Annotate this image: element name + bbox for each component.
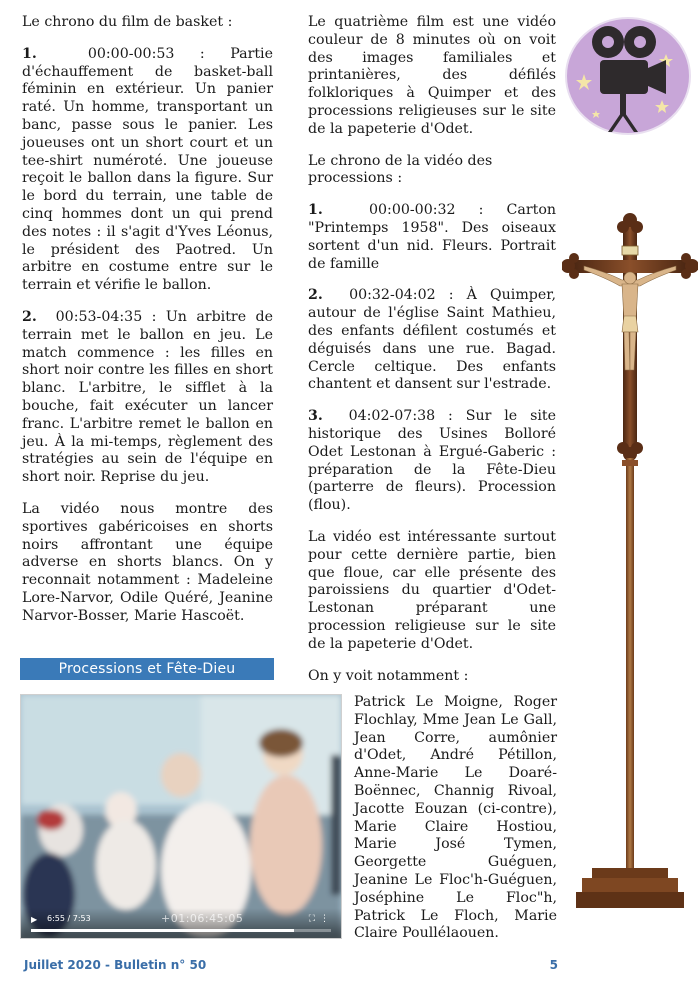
video-progress-fill: [31, 929, 294, 932]
fullscreen-icon[interactable]: ⛶: [308, 914, 315, 924]
item-text: 04:02-07:38 : Sur le site historique des Usines Bolloré Odet Lestonan à Ergué-Gaberic : préparation de la Fête-Dieu (parterre de fleurs). Procession (flou).: [308, 408, 556, 514]
participant-names: Patrick Le Moigne, Roger Flochlay, Mme Jean Le Gall, Jean Corre, aumônier d'Odet, André Pétillon, Anne-Marie Le Doaré-Boënnec, Channig Rivoal, Jacotte Eouzan (ci-contre), Marie Claire Hostiou, Marie José Tymen, Georgette Guéguen, Jeanine Le Floc'h-Guéguen, Joséphine Le Floc"h, Patrick Le Floch, Marie Claire Poullélaouen.: [354, 694, 557, 942]
item-number: 2.: [308, 287, 323, 304]
play-icon[interactable]: ▶: [31, 915, 38, 924]
basket-chrono-item-2: [22, 309, 273, 487]
item-text: 00:00-00:53 : Partie d'échauffement de basket-ball féminin en extérieur. Un panier raté. Un homme, transportant un banc, passe sous le panier. Les joueuses ont un short court et un tee-shirt numéroté. Une joueuse reçoit le ballon dans la figure. Sur le bord du terrain, une table de cinq hommes dont un qui prend des notes : il s'agit d'Yves Léonus, le président des Paotred. Un arbitre en costume entre sur le terrain et vérifie le ballon.: [22, 45, 273, 294]
crucifix-image: [562, 210, 698, 922]
item-text: 00:53-04:35 : Un arbitre de terrain met le ballon en jeu. Le match commence : les filles en short noir contre les filles en short blanc. L'arbitre, le sifflet à la bouche, fait exécuter un lancer franc. L'arbitre remet le ballon en jeu. À la mi-temps, règlement des stratégies au sein de l'équipe en short noir. Reprise du jeu.: [22, 308, 273, 486]
video-player[interactable]: [20, 694, 342, 939]
item-text: 00:32-04:02 : À Quimper, autour de l'église Saint Mathieu, des enfants défilent costumés et déguisés dans une rue. Bagad. Cercle celtique. Des enfants chantent et dansent sur l'estrade.: [308, 287, 556, 393]
basket-summary: La vidéo nous montre des sportives gabéricoises en shorts noirs affrontant une équipe adverse en shorts blancs. On y reconnait notamment : Madeleine Lore-Narvor, Odile Quéré, Jeanine Narvor-Bosser, Marie Hascoët.: [22, 500, 273, 624]
processions-item-1: [308, 202, 556, 273]
processions-intro: Le quatrième film est une vidéo couleur de 8 minutes où on voit des images familiales et printanières, des défilés folkloriques à Quimper et des processions religieuses sur le site de la papeterie d'Odet.: [308, 14, 556, 137]
page-number: 5: [549, 958, 558, 972]
video-time: 6:55 / 7:53: [47, 914, 91, 923]
video-progress-track[interactable]: [31, 929, 331, 932]
video-timecode: +01:06:45:05: [161, 912, 244, 925]
section-banner: Processions et Fête-Dieu: [20, 658, 274, 680]
item-number: 2.: [22, 308, 37, 325]
processions-chrono-title: Le chrono de la vidéo des processions :: [308, 152, 493, 187]
item-number: 3.: [308, 408, 323, 425]
film-projector-icon: [562, 14, 692, 138]
processions-comment: La vidéo est intéressante surtout pour cette dernière partie, bien que floue, car elle présente des paroissiens du quartier d'Odet-Lestonan préparant une procession religieuse sur le site de la papeterie d'Odet.: [308, 528, 556, 652]
processions-item-2: [308, 287, 556, 394]
bulletin-issue: Juillet 2020 - Bulletin n° 50: [24, 958, 207, 972]
video-controls: [21, 908, 341, 938]
item-text: 00:00-00:32 : Carton "Printemps 1958". Des oiseaux sortent d'un nid. Fleurs. Portrait de famille: [308, 202, 556, 272]
basket-chrono-item-1: [22, 46, 273, 295]
right-column: [308, 14, 556, 699]
video-frame-image: [21, 695, 341, 938]
processions-notably: On y voit notamment :: [308, 667, 469, 684]
basket-chrono-intro: Le chrono du film de basket :: [22, 14, 233, 30]
page-footer: [24, 958, 676, 974]
more-icon[interactable]: ⋮: [320, 914, 329, 924]
item-number: 1.: [308, 202, 323, 219]
left-column: [22, 14, 273, 640]
processions-item-3: [308, 408, 556, 515]
item-number: 1.: [22, 45, 37, 62]
